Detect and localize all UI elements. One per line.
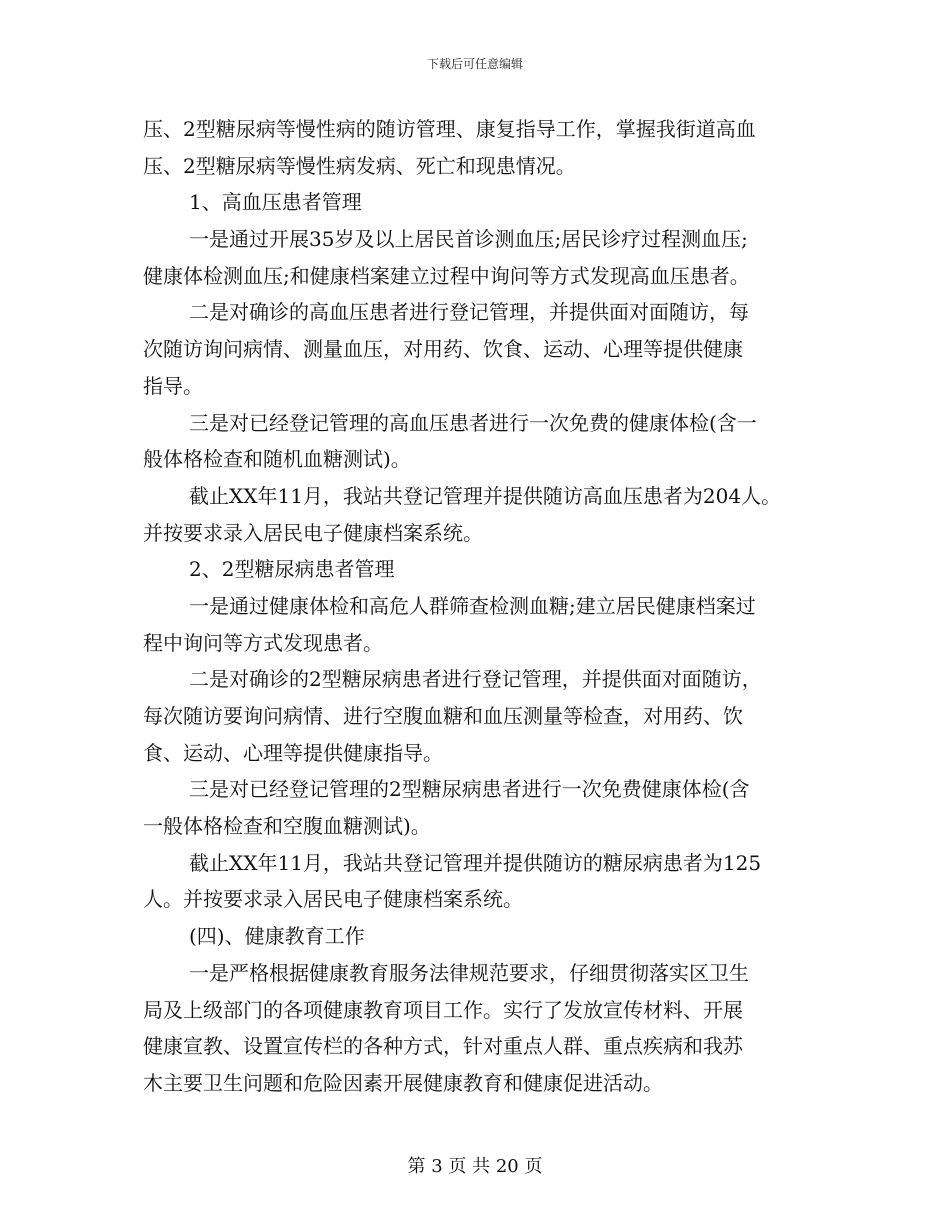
text-line: 健康体检测血压;和健康档案建立过程中询问等方式发现高血压患者。 [143, 263, 750, 288]
text-line: 人。并按要求录入居民电子健康档案系统。 [143, 887, 523, 912]
text-line: 般体格检查和随机血糖测试)。 [143, 447, 411, 472]
text-line: 压、2型糖尿病等慢性病发病、死亡和现患情况。 [143, 153, 576, 178]
text-line: 二是对确诊的2型糖尿病患者进行登记管理，并提供面对面随访， [189, 667, 762, 692]
text-line: 一是通过健康体检和高危人群筛查检测血糖;建立居民健康档案过 [189, 593, 756, 618]
text-line: 程中询问等方式发现患者。 [143, 630, 383, 655]
page-number-footer: 第 3 页 共 20 页 [407, 1156, 543, 1177]
document-body [143, 111, 843, 1102]
text-line: 一是通过开展35岁及以上居民首诊测血压;居民诊疗过程测血压; [189, 227, 748, 252]
text-line: 截止XX年11月，我站共登记管理并提供随访的糖尿病患者为125 [189, 850, 762, 875]
page-header-note: 下载后可任意编辑 [426, 57, 523, 71]
text-line: 次随访询问病情、测量血压，对用药、饮食、运动、心理等提供健康 [143, 337, 743, 362]
text-line: 一般体格检查和空腹血糖测试)。 [143, 814, 431, 839]
text-line: 三是对已经登记管理的高血压患者进行一次免费的健康体检(含一 [189, 410, 757, 435]
text-line: 2、2型糖尿病患者管理 [189, 557, 395, 582]
text-line: 木主要卫生问题和危险因素开展健康教育和健康促进活动。 [143, 1070, 663, 1095]
text-line: 1、高血压患者管理 [189, 190, 362, 215]
text-line: 局及上级部门的各项健康教育项目工作。实行了发放宣传材料、开展 [143, 997, 743, 1022]
text-line: 二是对确诊的高血压患者进行登记管理，并提供面对面随访，每 [189, 300, 749, 325]
text-line: 指导。 [143, 373, 203, 398]
text-line: (四)、健康教育工作 [189, 924, 365, 949]
text-line: 并按要求录入居民电子健康档案系统。 [143, 520, 483, 545]
text-line: 一是严格根据健康教育服务法律规范要求，仔细贯彻落实区卫生 [189, 960, 749, 985]
text-line: 食、运动、心理等提供健康指导。 [143, 740, 443, 765]
text-line: 三是对已经登记管理的2型糖尿病患者进行一次免费健康体检(含 [189, 777, 750, 802]
text-line: 每次随访要询问病情、进行空腹血糖和血压测量等检查，对用药、饮 [143, 704, 743, 728]
text-line: 截止XX年11月，我站共登记管理并提供随访高血压患者为204人。 [189, 483, 782, 508]
text-line: 健康宣教、设置宣传栏的各种方式，针对重点人群、重点疾病和我苏 [143, 1034, 743, 1059]
text-line: 压、2型糖尿病等慢性病的随访管理、康复指导工作，掌握我街道高血 [143, 117, 756, 141]
